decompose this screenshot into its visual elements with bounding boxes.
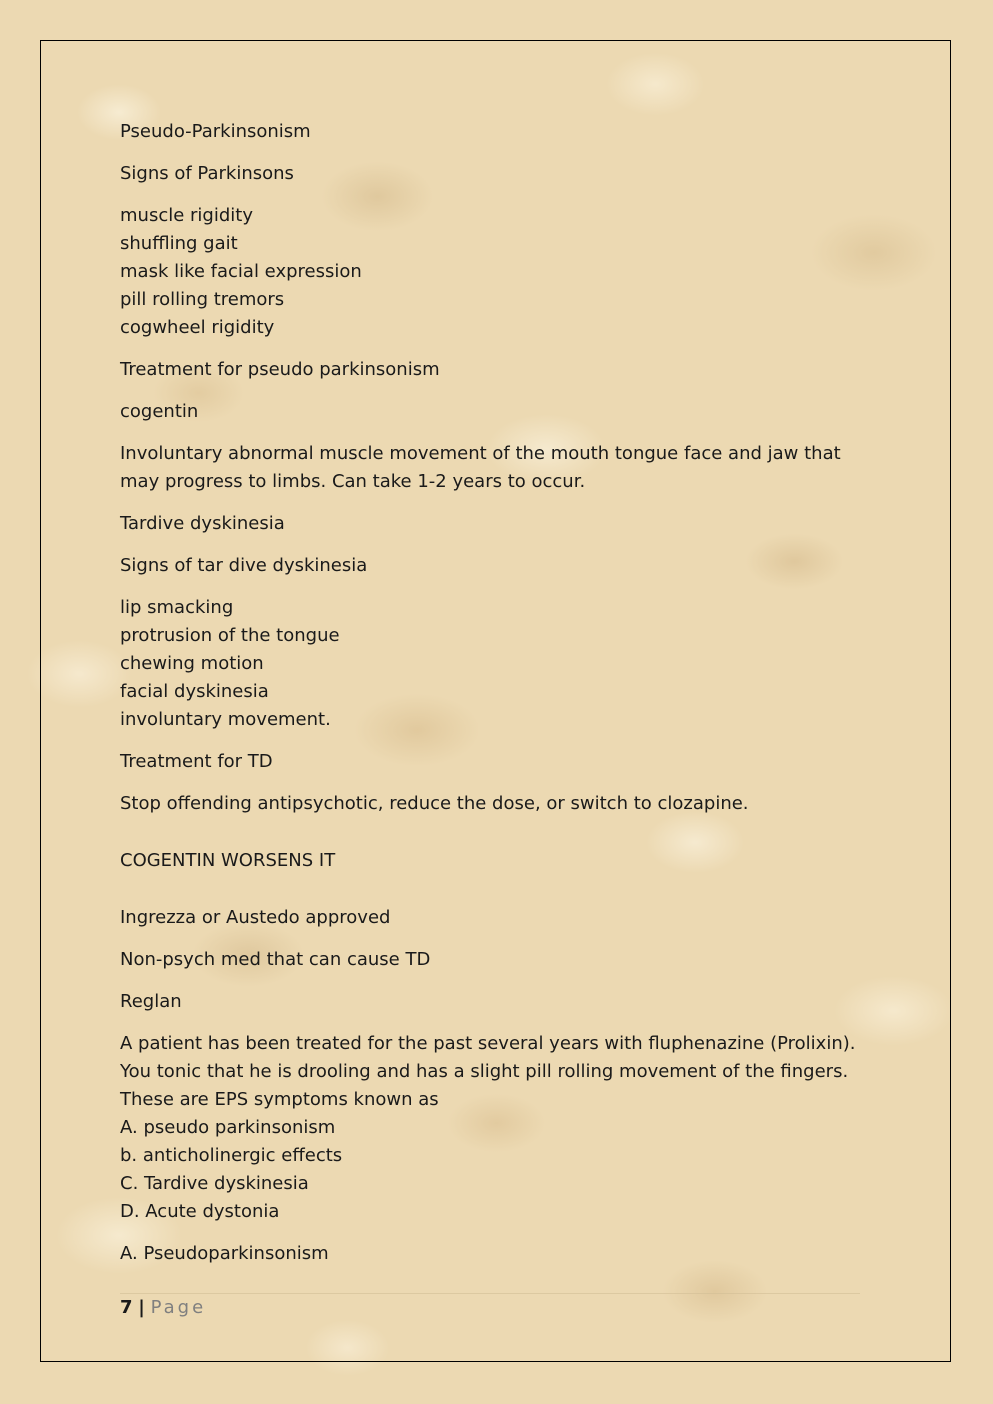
list-item: cogwheel rigidity — [120, 317, 275, 338]
page-label: Page — [150, 1297, 207, 1318]
list-item: shuffling gait — [120, 233, 238, 254]
document-body — [120, 118, 860, 1282]
heading-signs-parkinsons: Signs of Parkinsons — [120, 163, 294, 184]
list-item: mask like facial expression — [120, 261, 362, 282]
list-item: chewing motion — [120, 653, 264, 674]
option-item: C. Tardive dyskinesia — [120, 1173, 309, 1194]
list-item: lip smacking — [120, 597, 234, 618]
definition-paragraph: Involuntary abnormal muscle movement of the mouth tongue face and jaw that may progress to limbs. Can take 1-2 years to occur. — [120, 443, 841, 492]
option-item: b. anticholinergic effects — [120, 1145, 343, 1166]
warning-cogentin: COGENTIN WORSENS IT — [120, 850, 336, 871]
spacer — [120, 832, 860, 847]
question-answer: A. Pseudoparkinsonism — [120, 1243, 329, 1264]
heading-treatment-td: Treatment for TD — [120, 751, 273, 772]
treatment-td-text: Stop offending antipsychotic, reduce the dose, or switch to clozapine. — [120, 793, 749, 814]
heading-non-psych-med: Non-psych med that can cause TD — [120, 949, 431, 970]
footer-separator: | — [138, 1297, 145, 1318]
page-footer — [120, 1293, 860, 1322]
spacer — [120, 889, 860, 904]
signs-parkinsons-list — [120, 202, 860, 342]
approved-meds: Ingrezza or Austedo approved — [120, 907, 391, 928]
answer-cogentin: cogentin — [120, 401, 199, 422]
list-item: protrusion of the tongue — [120, 625, 340, 646]
heading-pseudo-parkinsonism: Pseudo-Parkinsonism — [120, 121, 311, 142]
option-item: A. pseudo parkinsonism — [120, 1117, 336, 1138]
question-text: A patient has been treated for the past several years with fluphenazine (Prolixin). You tonic that he is drooling and has a slight pill rolling movement of the fingers. These are EPS symptoms known as — [120, 1033, 856, 1110]
list-item: involuntary movement. — [120, 709, 331, 730]
heading-signs-td: Signs of tar dive dyskinesia — [120, 555, 368, 576]
signs-td-list — [120, 594, 860, 734]
option-item: D. Acute dystonia — [120, 1201, 280, 1222]
page-number: 7 — [120, 1297, 133, 1318]
answer-tardive-dyskinesia: Tardive dyskinesia — [120, 513, 285, 534]
list-item: muscle rigidity — [120, 205, 253, 226]
list-item: pill rolling tremors — [120, 289, 285, 310]
heading-treatment-pseudo: Treatment for pseudo parkinsonism — [120, 359, 440, 380]
list-item: facial dyskinesia — [120, 681, 269, 702]
answer-reglan: Reglan — [120, 991, 182, 1012]
question-block — [120, 1030, 860, 1226]
